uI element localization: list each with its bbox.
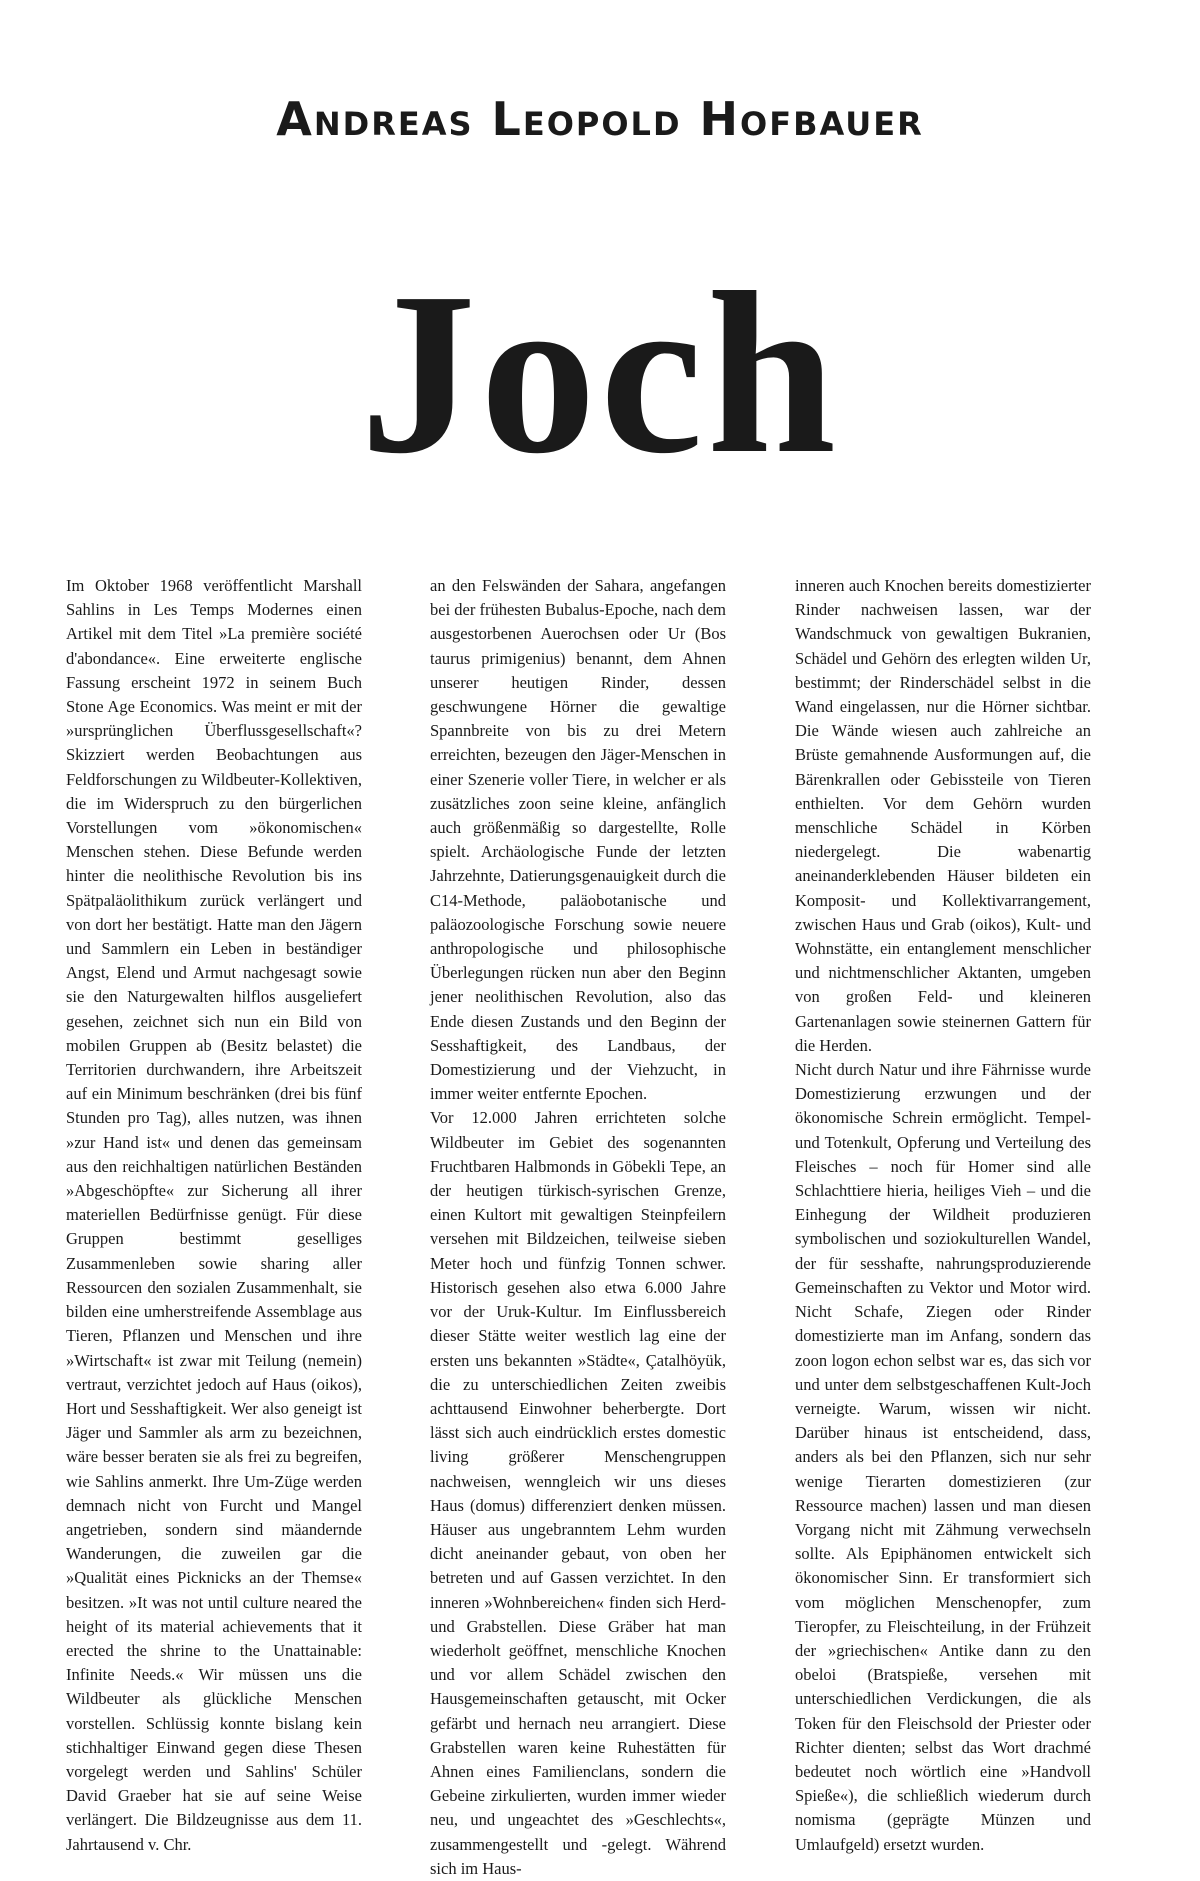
author-name: Andreas Leopold Hofbauer bbox=[276, 92, 924, 146]
paragraph: inneren auch Knochen bereits domestizierter Rinder nachweisen lassen, war der Wandschmuck von gewaltigen Bukranien, Schädel und Gehörn des erlegten wilden Ur, bestimmt; der Rinderschädel selbst in die Wand eingelassen, nur die Hörner sichtbar. Die Wände wiesen auch zahlreiche an Brüste gemahnende Ausformungen auf, die Bärenkrallen oder Gebissteile von Tieren enthielten. Vor dem Gehörn wurden menschliche Schädel in Körben niedergelegt. Die wabenartig aneinanderklebenden Häuser bildeten ein Komposit- und Kollektivarrangement, zwischen Haus und Grab (oikos), Kult- und Wohnstätte, ein entanglement menschlicher und nichtmenschlicher Aktanten, umgeben von großen Feld- und kleineren Gartenanlagen sowie steinernen Gattern für die Herden. bbox=[795, 576, 1091, 1055]
paragraph: Nicht durch Natur und ihre Fährnisse wurde Domestizierung erzwungen und der ökonomische Schrein ermöglicht. Tempel- und Totenkult, Opferung und Verteilung des Fleisches – noch für Homer sind alle Schlachttiere hieria, heiliges Vieh – und die Einhegung der Wildheit produzieren symbolischen und soziokulturellen Wandel, der für sesshafte, nahrungsproduzierende Gemeinschaften zu Vektor und Motor wird. Nicht Schafe, Ziegen oder Rinder domestizierte man im Anfang, sondern das zoon logon echon selbst war es, das sich vor und unter dem selbstgeschaffenen Kult-Joch verneigte. Warum, wissen wir nicht. Darüber hinaus ist entscheidend, dass, anders als bei den Pflanzen, sich nur sehr wenige Tierarten domestizieren (zur Ressource machen) lassen und man diesen Vorgang nicht mit Zähmung verwechseln sollte. Als Epiphänomen entwickelt sich ökonomischer Sinn. Er transformiert sich vom möglichen Menschenopfer, zum Tieropfer, zu Fleischteilung, in der Frühzeit der »griechischen« Antike dann zu den obeloi (Bratspieße, versehen mit unterschiedlichen Verdickungen, die als Token für den Fleischsold der Priester oder Richter dienten; selbst das Wort drachmé bedeutet noch wörtlich eine »Handvoll Spieße«), die schließlich wiederum durch nomisma (geprägte Münzen und Umlaufgeld) ersetzt wurden. bbox=[795, 1060, 1091, 1854]
article-title: Joch bbox=[360, 245, 840, 502]
text-column-1 bbox=[66, 574, 362, 1857]
paragraph: Vor 12.000 Jahren errichteten solche Wildbeuter im Gebiet des sogenannten Fruchtbaren Halbmonds in Göbekli Tepe, an der heutigen türkisch-syrischen Grenze, einen Kultort mit gewaltigen Steinpfeilern versehen mit Bildzeichen, teilweise sieben Meter hoch und fünfzig Tonnen schwer. Historisch gesehen also etwa 6.000 Jahre vor der Uruk-Kultur. Im Einflussbereich dieser Stätte weiter westlich lag eine der ersten uns bekannten »Städte«, Çatalhöyük, die zu unterschiedlichen Zeiten zweibis achttausend Einwohner beherbergte. Dort lässt sich auch eindrücklich erstes domestic living größerer Menschengruppen nachweisen, wenngleich wir uns dieses Haus (domus) differenziert denken müssen. Häuser aus ungebranntem Lehm wurden dicht aneinander gebaut, von oben her betreten und auf Gassen verzichtet. In den inneren »Wohnbereichen« finden sich Herd- und Grabstellen. Diese Gräber hat man wiederholt geöffnet, menschliche Knochen und vor allem Schädel zwischen den Hausgemeinschaften getauscht, mit Ocker gefärbt und hernach neu arrangiert. Diese Grabstellen waren keine Ruhestätten für Ahnen eines Familienclans, sondern die Gebeine zirkulierten, wurden immer wieder neu, und ungeachtet des »Geschlechts«, zusammengestellt und -gelegt. Während sich im Haus- bbox=[430, 1108, 726, 1878]
text-column-2 bbox=[430, 574, 726, 1881]
paragraph: an den Felswänden der Sahara, angefangen bei der frühesten Bubalus-Epoche, nach dem ausgestorbenen Auerochsen oder Ur (Bos taurus primigenius) benannt, dem Ahnen unserer heutigen Rinder, dessen geschwungene Hörner die gewaltige Spannbreite von bis zu drei Metern erreichten, bezeugen den Jäger-Menschen in einer Szenerie voller Tiere, in welcher er als zusätzliches zoon seine kleine, anfänglich auch größenmäßig so dargestellte, Rolle spielt. Archäologische Funde der letzten Jahrzehnte, Datierungsgenauigkeit durch die C14-Methode, paläobotanische und paläozoologische Forschung sowie neuere anthropologische und philosophische Überlegungen rücken nun aber den Beginn jener neolithischen Revolution, also das Ende diesen Zustands und den Beginn der Sesshaftigkeit, des Landbaus, der Domestizierung und der Viehzucht, in immer weiter entfernte Epochen. bbox=[430, 576, 726, 1104]
paragraph: Im Oktober 1968 veröffentlicht Marshall Sahlins in Les Temps Modernes einen Artikel mit dem Titel »La première société d'abondance«. Eine erweiterte englische Fassung erscheint 1972 in seinem Buch Stone Age Economics. Was meint er mit der »ursprünglichen Überflussgesellschaft«? Skizziert werden Beobachtungen aus Feldforschungen zu Wildbeuter-Kollektiven, die im Widerspruch zu den bürgerlichen Vorstellungen vom »ökonomischen« Menschen stehen. Diese Befunde werden hinter die neolithische Revolution bis ins Spätpaläolithikum zurück verlängert und von dort her bestätigt. Hatte man den Jägern und Sammlern ein Leben in beständiger Angst, Elend und Armut nachgesagt sowie sie den Naturgewalten hilflos ausgeliefert gesehen, zeichnet sich nun ein Bild von mobilen Gruppen ab (Besitz belastet) die Territorien durchwandern, ihre Arbeitszeit auf ein Minimum beschränken (drei bis fünf Stunden pro Tag), alles nutzen, was ihnen »zur Hand ist« und denen das gemeinsam aus den reichhaltigen natürlichen Beständen »Abgeschöpfte« zur Sicherung all ihrer materiellen Bedürfnisse genügt. Für diese Gruppen bestimmt geselliges Zusammenleben sowie sharing aller Ressourcen den sozialen Zusammenhalt, sie bilden eine umherstreifende Assemblage aus Tieren, Pflanzen und Menschen und ihre »Wirtschaft« ist zwar mit Teilung (nemein) vertraut, verzichtet jedoch auf Haus (oikos), Hort und Sesshaftigkeit. Wer also geneigt ist Jäger und Sammler als arm zu bezeichnen, wäre besser beraten sie als frei zu begreifen, wie Sahlins anmerkt. Ihre Um-Züge werden demnach nicht von Furcht und Mangel angetrieben, sondern sind mäandernde Wanderungen, die zuweilen gar die »Qualität eines Picknicks an der Themse« besitzen. »It was not until culture neared the height of its material achievements that it erected the shrine to the Unattainable: Infinite Needs.« Wir müssen uns die Wildbeuter als glückliche Menschen vorstellen. Schlüssig konnte bislang kein stichhaltiger Einwand gegen diese Thesen vorgelegt werden und Sahlins' Schüler David Graeber hat sie auf seine Weise verlängert. Die Bildzeugnisse aus dem 11. Jahrtausend v. Chr. bbox=[66, 576, 362, 1854]
text-column-3 bbox=[795, 574, 1091, 1857]
